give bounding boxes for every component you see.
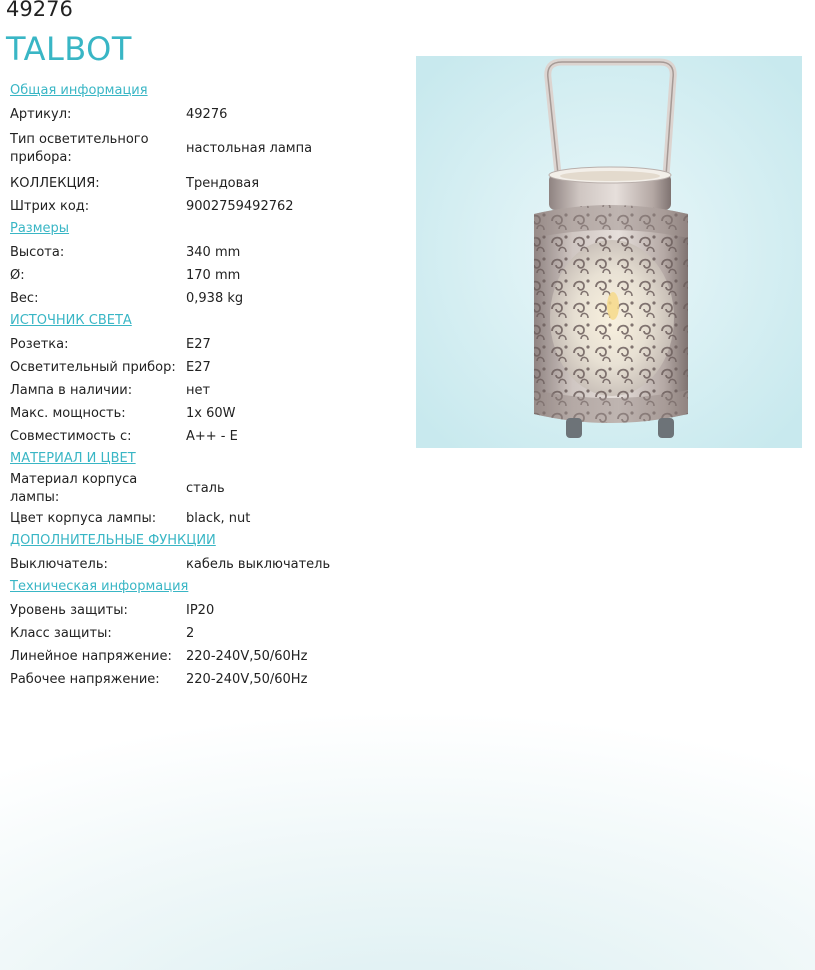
spec-row: [10, 241, 410, 264]
spec-value: 1x 60W: [186, 405, 236, 421]
spec-value: 0,938 kg: [186, 290, 244, 306]
spec-value: 170 mm: [186, 267, 241, 283]
spec-row: [10, 172, 410, 195]
spec-label: Штрих код:: [10, 198, 90, 214]
spec-value: Трендовая: [186, 175, 260, 191]
spec-row: [10, 668, 410, 691]
spec-row: [10, 402, 410, 425]
spec-label: Цвет корпуса лампы:: [10, 510, 157, 526]
section-extra: [10, 530, 410, 553]
spec-value: 9002759492762: [186, 198, 294, 214]
spec-row: [10, 425, 410, 448]
section-material-link[interactable]: МАТЕРИАЛ И ЦВЕТ: [10, 451, 136, 466]
spec-label: Класс защиты:: [10, 625, 112, 641]
spec-table: [10, 80, 410, 691]
spec-row: [10, 356, 410, 379]
spec-value: IP20: [186, 602, 215, 618]
spec-row: [10, 379, 410, 402]
spec-label: Артикул:: [10, 106, 72, 122]
spec-label: Ø:: [10, 267, 25, 283]
spec-label: Рабочее напряжение:: [10, 671, 160, 687]
spec-row: [10, 333, 410, 356]
spec-row: [10, 264, 410, 287]
spec-label: Вес:: [10, 290, 39, 306]
spec-label: Розетка:: [10, 336, 69, 352]
product-image: [416, 56, 802, 448]
spec-label: Материал корпуса лампы:: [10, 472, 138, 505]
spec-value: E27: [186, 359, 211, 375]
spec-label: Макс. мощность:: [10, 405, 126, 421]
spec-row: [10, 599, 410, 622]
spec-row: [10, 622, 410, 645]
section-material: [10, 448, 410, 471]
product-code: 49276: [6, 0, 73, 21]
product-title: TALBOT: [6, 30, 132, 68]
spec-row: [10, 553, 410, 576]
spec-value: 49276: [186, 106, 228, 122]
section-light-source: [10, 310, 410, 333]
spec-value: 2: [186, 625, 195, 641]
section-general-link[interactable]: Общая информация: [10, 83, 148, 98]
spec-row: [10, 126, 410, 172]
spec-label: Совместимость с:: [10, 428, 132, 444]
spec-label: КОЛЛЕКЦИЯ:: [10, 175, 100, 191]
section-technical-link[interactable]: Техническая информация: [10, 579, 189, 594]
spec-value: black, nut: [186, 510, 251, 526]
spec-row: [10, 645, 410, 668]
section-light-source-link[interactable]: ИСТОЧНИК СВЕТА: [10, 313, 132, 328]
spec-row: [10, 195, 410, 218]
spec-label: Выключатель:: [10, 556, 108, 572]
spec-label: Осветительный прибор:: [10, 359, 176, 375]
section-general: [10, 80, 410, 103]
spec-value: 340 mm: [186, 244, 241, 260]
spec-label: Лампа в наличии:: [10, 382, 133, 398]
spec-label: Линейное напряжение:: [10, 648, 172, 664]
spec-value: настольная лампа: [186, 141, 313, 156]
spec-row: [10, 287, 410, 310]
spec-value: кабель выключатель: [186, 556, 331, 572]
spec-value: сталь: [186, 481, 225, 496]
spec-row: [10, 507, 410, 530]
spec-value: A++ - E: [186, 428, 238, 444]
spec-label: Тип осветительного прибора:: [10, 132, 149, 165]
spec-label: Уровень защиты:: [10, 602, 128, 618]
section-dimensions-link[interactable]: Размеры: [10, 221, 70, 236]
spec-value: 220-240V,50/60Hz: [186, 648, 308, 664]
spec-row: [10, 471, 410, 507]
spec-label: Высота:: [10, 244, 65, 260]
section-technical: [10, 576, 410, 599]
spec-value: 220-240V,50/60Hz: [186, 671, 308, 687]
section-extra-link[interactable]: ДОПОЛНИТЕЛЬНЫЕ ФУНКЦИИ: [10, 533, 216, 548]
spec-value: нет: [186, 382, 211, 398]
spec-row: [10, 103, 410, 126]
section-dimensions: [10, 218, 410, 241]
spec-value: E27: [186, 336, 211, 352]
